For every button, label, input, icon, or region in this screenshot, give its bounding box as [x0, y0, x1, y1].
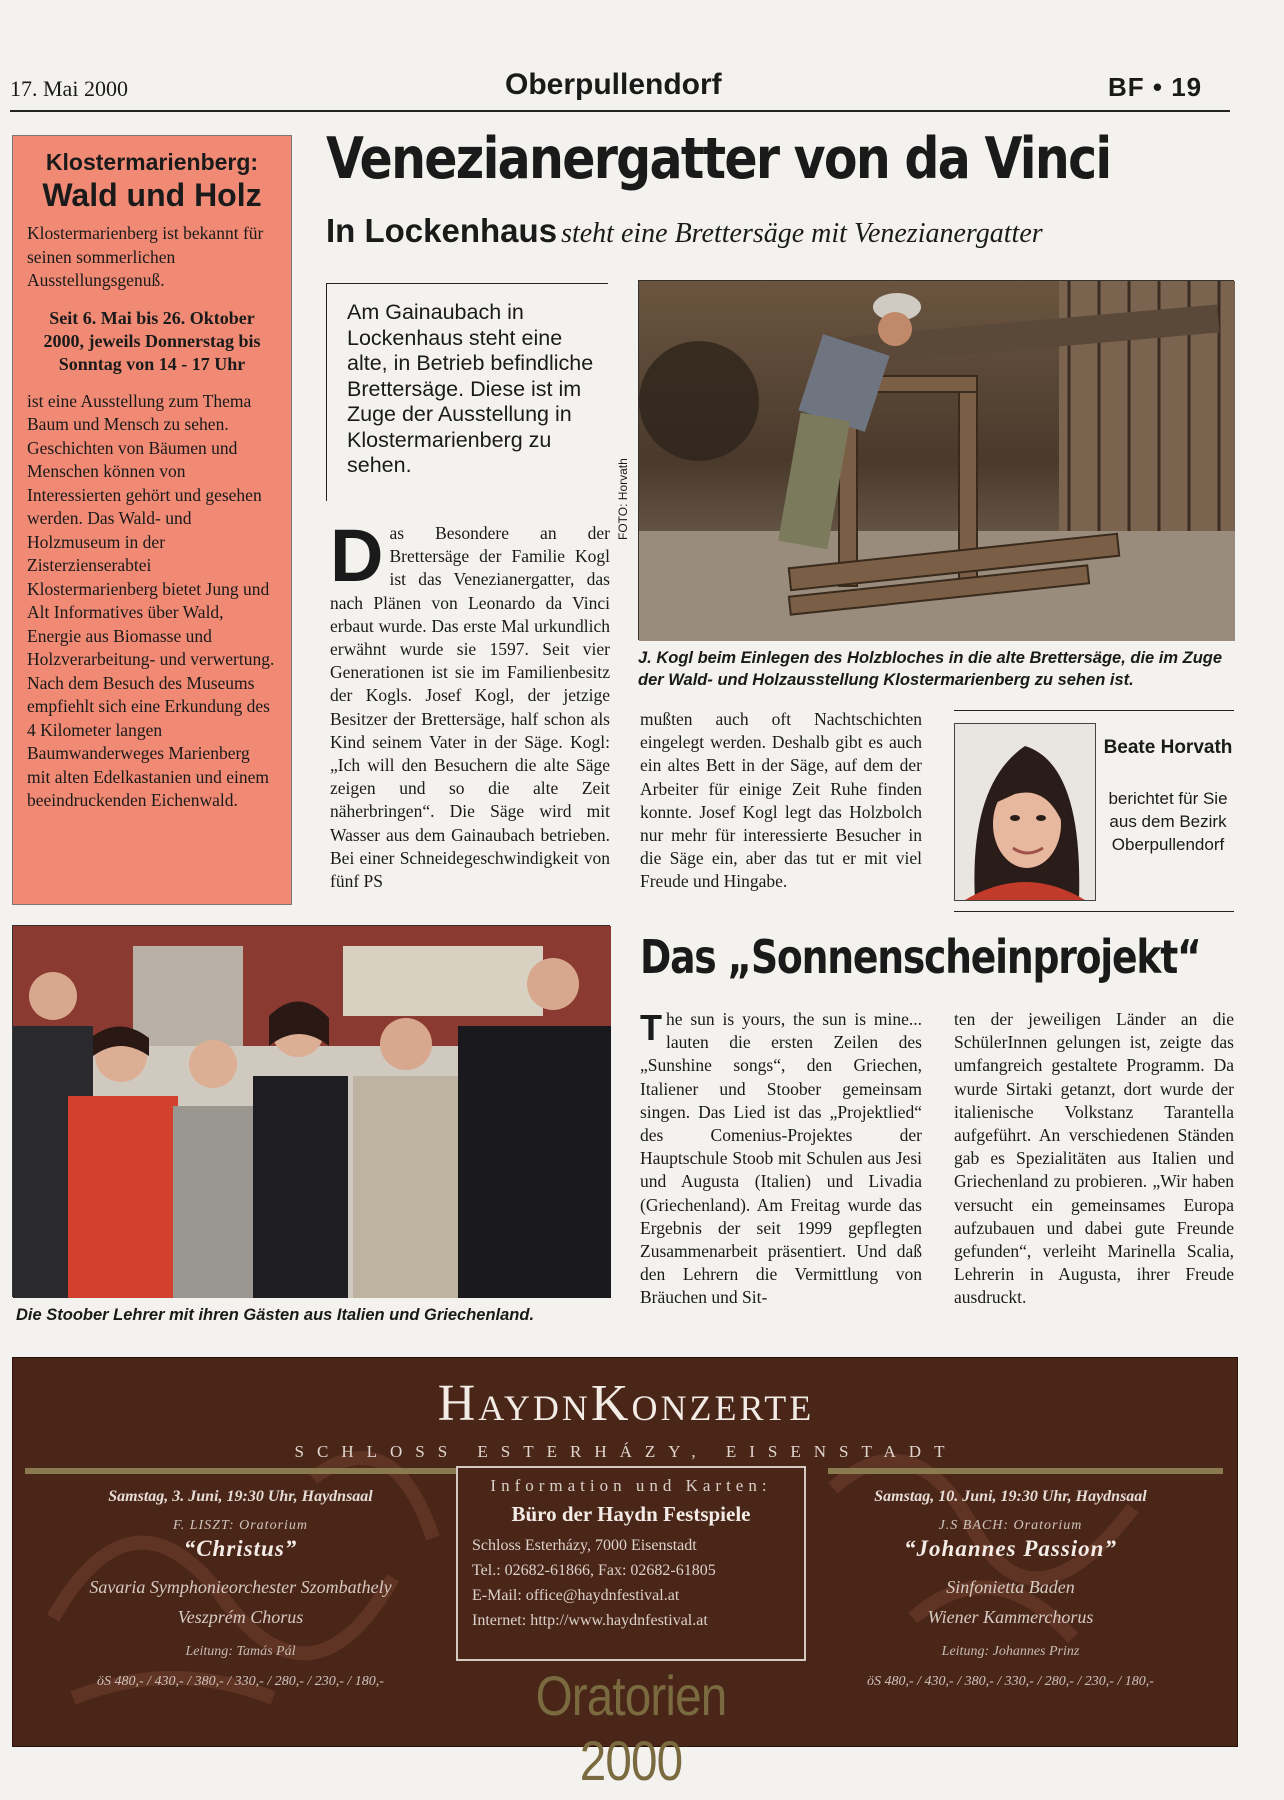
article2-body-col1-text: he sun is yours, the sun is mine... lauten die ersten Zeilen des „Sunshine songs“, den Griechen, Italiener und Stoober gemeinsam singen. Das Lied ist das „Projektlied“ des Comenius-Projektes der Hauptschule Stoob mit Schulen aus Jesi und Augusta (Italien) und Livadia (Griechenland). Am Freitag wurde das Ergebnis der seit 1999 gepflegten Zusammenarbeit präsentiert. Und daß den Lehrern die Vermittlung von Bräuchen und Sit- [640, 1009, 922, 1308]
concert-work: “Johannes Passion” [904, 1536, 1117, 1561]
article2-body-col2: ten der jeweiligen Länder an die SchülerInnen gelungen ist, zeigte das umfangreich gestaltete Programm. Da wurde Sirtaki getanzt, dort wurde der italienische Volkstanz Tarantella aufgeführt. An verschiedenen Ständen gab es Spezialitäten aus Italien und Griechenland zu probieren. „Wir haben versucht ein gemeinsames Europa aufzubauen und dabei gute Freunde gefunden“, verleiht Marinella Scalia, Lehrerin in Augusta, ihrer Freude ausdruckt. [954, 1009, 1234, 1308]
author-description: berichtet für Sie aus dem Bezirk Oberpullendorf [1108, 789, 1228, 854]
sidebar-title: Wald und Holz [42, 177, 262, 213]
ad-subtitle: SCHLOSS ESTERHÁZY, EISENSTADT [294, 1442, 958, 1461]
ad-rule-left [25, 1468, 457, 1474]
photo-credit: FOTO: Horvath [616, 458, 630, 540]
article-body-col1 [330, 514, 610, 893]
concert-conductor: Leitung: Johannes Prinz [941, 1644, 1080, 1659]
article-body-col2: mußten auch oft Nachtschichten eingelegt werden. Deshalb gibt es auch ein altes Bett in der Säge, auf dem der Arbeiter für einige Zeit Ruhe finden konnte. Josef Kogl legt das Holzbolch nur mehr für interessierte Besucher in die Säge ein, aber das tut er mit viel Freude und Hingabe. [640, 709, 922, 892]
sidebar-body: ist eine Ausstellung zum Thema Baum und Mensch zu sehen. Geschichten von Bäumen und Menschen können von Interessierten gehört und gesehen werden. Das Wald- und Holzmuseum in der Zisterzienserabtei Klostermarienberg bietet Jung und Alt Informatives über Wald, Energie aus Biomasse und Holzverarbeitung- und verwertung. Nach dem Besuch des Museums empfiehlt sich eine Erkundung des 4 Kilometer langen Baumwanderweges Marienberg mit alten Edelkastanien und einem beeindruckenden Eichenwald. [27, 390, 275, 810]
dropcap: D [330, 514, 384, 597]
subheadline-italic: steht eine Brettersäge mit Venezianergatter [561, 218, 1043, 249]
concert-left [43, 1488, 438, 1690]
article-subheadline [326, 212, 1043, 250]
concert-date: Samstag, 10. Juni, 19:30 Uhr, Haydnsaal [874, 1488, 1147, 1505]
teachers-group-photo [12, 925, 610, 1297]
dropcap: T [640, 1007, 662, 1048]
ad-banner: Oratorien 2000 [535, 1664, 727, 1792]
concert-date: Samstag, 3. Juni, 19:30 Uhr, Haydnsaal [108, 1488, 373, 1505]
concert-prices: öS 480,- / 430,- / 380,- / 330,- / 280,- / 230,- / 180,- [97, 1674, 384, 1689]
concert-performer: Savaria Symphonieorchester Szombathely [89, 1577, 392, 1597]
concert-performer: Veszprém Chorus [177, 1607, 304, 1627]
concert-composer: F. LISZT: Oratorium [172, 1518, 309, 1533]
sidebar-intro: Klostermarienberg ist bekannt für seinen sommerlichen Ausstellungsgenuß. [27, 223, 264, 290]
haydn-concerts-ad [12, 1357, 1238, 1792]
ticket-office-address: Schloss Esterházy, 7000 Eisenstadt [472, 1537, 697, 1554]
ticket-info-label: Information und Karten: [490, 1476, 772, 1495]
sawmill-photo-caption: J. Kogl beim Einlegen des Holzbloches in die alte Brettersäge, die im Zuge der Wald- und Holzausstellung Klostermarienberg zu sehen ist. [638, 649, 1223, 689]
article-lead: Am Gainaubach in Lockenhaus steht eine alte, in Betrieb befindliche Brettersäge. Diese ist im Zuge der Ausstellung in Klostermarienberg zu sehen. [326, 283, 608, 501]
subheadline-bold: In Lockenhaus [326, 212, 558, 249]
author-box [954, 710, 1234, 912]
sawmill-photo [638, 280, 1234, 640]
ticket-info-box [456, 1466, 806, 1661]
article-headline: Venezianergatter von da Vinci [326, 126, 1111, 192]
sidebar-dates: Seit 6. Mai bis 26. Oktober 2000, jeweils Donnerstag bis Sonntag von 14 - 17 Uhr [43, 307, 261, 374]
concert-conductor: Leitung: Tamás Pál [185, 1644, 296, 1659]
author-name: Beate Horvath [1103, 737, 1233, 758]
ad-title: HaydnKonzerte [437, 1375, 815, 1432]
concert-prices: öS 480,- / 430,- / 380,- / 330,- / 280,- / 230,- / 180,- [867, 1674, 1154, 1689]
ticket-office-website: Internet: http://www.haydnfestival.at [472, 1612, 708, 1629]
concert-composer: J.S BACH: Oratorium [938, 1518, 1083, 1533]
ticket-office-email: E-Mail: office@haydnfestival.at [472, 1587, 680, 1604]
group-photo-caption: Die Stoober Lehrer mit ihren Gästen aus Italien und Griechenland. [16, 1306, 535, 1324]
concert-work: “Christus” [183, 1536, 298, 1561]
author-photo [954, 723, 1096, 901]
ticket-office-phone: Tel.: 02682-61866, Fax: 02682-61805 [472, 1562, 716, 1579]
ticket-office-name: Büro der Haydn Festspiele [511, 1502, 751, 1526]
sidebar-box [12, 135, 292, 905]
concert-performer: Sinfonietta Baden [946, 1577, 1075, 1597]
sidebar-kicker: Klostermarienberg: [45, 149, 259, 175]
section-title: Oberpullendorf [505, 68, 722, 101]
article2-headline: Das „Sonnenscheinprojekt“ [640, 930, 1201, 984]
article2-body-col1 [640, 1008, 922, 1310]
header-rule [10, 110, 1230, 112]
concert-performer: Wiener Kammerchorus [927, 1607, 1094, 1627]
ad-rule-right [828, 1468, 1223, 1474]
issue-date: 17. Mai 2000 [10, 76, 128, 101]
page-number: BF • 19 [1108, 72, 1203, 102]
article-body-col1-text: as Besondere an der Brettersäge der Familie Kogl ist das Venezianergatter, das nach Plänen von Leonardo da Vinci erbaut wurde. Das erste Mal urkundlich erwähnt wurde sie 1597. Seit vier Generationen ist sie im Familienbesitz der Kogls. Josef Kogl, der jetzige Besitzer der Brettersäge, half schon als Kind seinem Vater in der Säge. Kogl: „Ich will den Besuchern die alte Säge zeigen und so die alte Zeit näherbringen“. Die Säge wird mit Wasser aus dem Gainaubach betrieben. Bei einer Schneidegeschwindigkeit von fünf PS [330, 523, 610, 892]
concert-right [813, 1488, 1208, 1690]
